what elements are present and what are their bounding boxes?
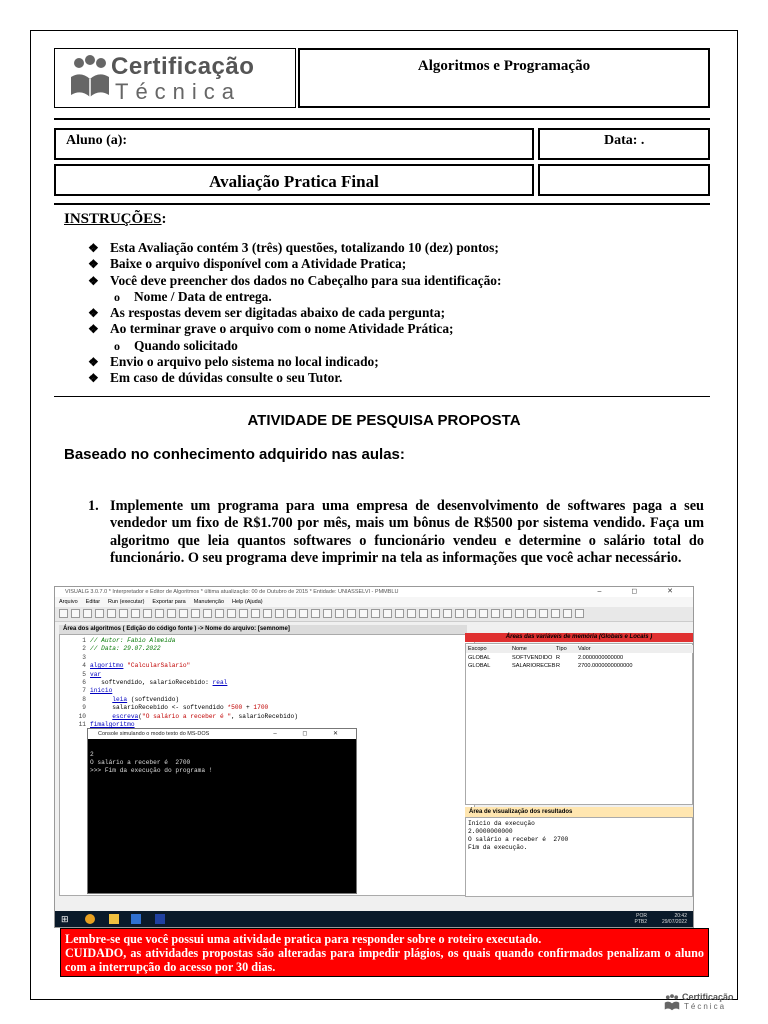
toolbar-button-icon[interactable]: [527, 609, 536, 618]
toolbar-button-icon[interactable]: [251, 609, 260, 618]
logo-book-icon: [69, 55, 111, 101]
instruction-item: [88, 273, 501, 289]
date-label: Data: .: [604, 133, 645, 148]
visualg-title: VISUALG 3.0.7.0 * Interpretador e Editor de Algoritmos * última atualização: 00 de Outubro de 2015 * Entidade: UNIASSELVI - PMMBLU: [65, 589, 399, 595]
line-number: 1: [82, 637, 86, 644]
toolbar-button-icon[interactable]: [131, 609, 140, 618]
system-tray: [634, 913, 687, 925]
memory-column-header: Escopo: [468, 646, 487, 652]
toolbar-button-icon[interactable]: [359, 609, 368, 618]
date-field[interactable]: [538, 128, 710, 160]
section-title: ATIVIDADE DE PESQUISA PROPOSTA: [247, 412, 521, 429]
toolbar-button-icon[interactable]: [455, 609, 464, 618]
memory-column-header: Nome: [512, 646, 527, 652]
instruction-text: Baixe o arquivo disponível com a Atividade Pratica;: [110, 256, 407, 272]
toolbar-button-icon[interactable]: [83, 609, 92, 618]
tray-language: POR PTB2: [634, 913, 647, 925]
toolbar: [55, 607, 693, 622]
menu-item[interactable]: Run (executar): [108, 599, 145, 605]
editor-header: Área dos algoritmos ( Edição do código fonte ) -> Nome do arquivo: [semnome]: [59, 625, 467, 634]
footer-logo-line2: Técnica: [684, 1002, 727, 1011]
instructions-title: INSTRUÇÕES:: [64, 211, 167, 227]
logo-text-tecnica: Técnica: [115, 79, 242, 104]
memory-header: Áreas das variáveis de memória (Globais e Locais ): [465, 633, 693, 642]
warning-line-1: Lembre-se que você possui uma atividade pratica para responder sobre o roteiro executado.: [65, 932, 542, 946]
line-number: 11: [78, 721, 86, 728]
dos-titlebar: [88, 729, 356, 739]
windows-start-icon[interactable]: ⊞: [61, 914, 69, 924]
toolbar-button-icon[interactable]: [263, 609, 272, 618]
toolbar-button-icon[interactable]: [311, 609, 320, 618]
memory-column-header: Tipo: [556, 646, 567, 652]
window-controls[interactable]: – ◻ ✕: [597, 588, 687, 595]
code-line[interactable]: algoritmo "CalcularSalario": [90, 662, 191, 670]
toolbar-button-icon[interactable]: [539, 609, 548, 618]
question-1: [88, 498, 704, 567]
instruction-text: Nome / Data de entrega.: [134, 288, 272, 304]
dos-title: Console simulando o modo texto do MS-DOS: [98, 731, 210, 737]
memory-cell: 2.0000000000000: [578, 655, 624, 661]
visualg-screenshot: [54, 586, 694, 928]
memory-cell: SOFTVENDIDO: [512, 655, 553, 661]
circle-bullet-icon: o: [114, 338, 120, 353]
toolbar-button-icon[interactable]: [143, 609, 152, 618]
memory-table: [465, 643, 693, 805]
toolbar-button-icon[interactable]: [407, 609, 416, 618]
footer-logo-icon: [664, 994, 680, 1012]
diamond-bullet-icon: ❖: [88, 257, 99, 272]
line-number: 8: [82, 695, 86, 703]
memory-cell: GLOBAL: [468, 655, 491, 661]
instruction-item: [88, 240, 501, 256]
instruction-text: As respostas devem ser digitadas abaixo de cada pergunta;: [110, 305, 446, 321]
instruction-item: [88, 305, 501, 321]
line-number: 7: [82, 687, 86, 695]
folder-icon[interactable]: [109, 914, 119, 924]
diamond-bullet-icon: ❖: [88, 273, 99, 288]
code-line[interactable]: salarioRecebido <- softvendido *500 + 1700: [90, 704, 269, 712]
dos-output: 2 O salário a receber é 2700 >>> Fim da execução do programa !: [90, 751, 213, 774]
line-number: 4: [82, 662, 86, 670]
code-line[interactable]: fimalgoritmo: [90, 721, 135, 728]
toolbar-button-icon[interactable]: [191, 609, 200, 618]
app-icon[interactable]: [131, 914, 141, 924]
logo-text-certificacao: Certificação: [111, 53, 255, 80]
toolbar-button-icon[interactable]: [95, 609, 104, 618]
toolbar-button-icon[interactable]: [71, 609, 80, 618]
memory-cell: 2700.0000000000000: [578, 663, 633, 669]
windows-taskbar: [55, 911, 694, 927]
exam-title: Avaliação Pratica Final: [209, 172, 379, 191]
toolbar-button-icon[interactable]: [395, 609, 404, 618]
course-title: Algoritmos e Programação: [298, 48, 710, 108]
divider: [54, 396, 710, 397]
toolbar-button-icon[interactable]: [107, 609, 116, 618]
toolbar-button-icon[interactable]: [155, 609, 164, 618]
toolbar-button-icon[interactable]: [287, 609, 296, 618]
toolbar-button-icon[interactable]: [467, 609, 476, 618]
circle-bullet-icon: o: [114, 289, 120, 304]
menu-item[interactable]: Help (Ajuda): [232, 599, 263, 605]
toolbar-button-icon[interactable]: [335, 609, 344, 618]
toolbar-button-icon[interactable]: [215, 609, 224, 618]
toolbar-button-icon[interactable]: [491, 609, 500, 618]
toolbar-button-icon[interactable]: [551, 609, 560, 618]
line-number: 3: [82, 653, 86, 661]
warning-line-2: CUIDADO, as atividades propostas são alteradas para impedir plágios, os quais quando confirmados penalizam o aluno com a interrupção do acesso por 30 dias.: [65, 946, 704, 974]
line-number: 6: [82, 679, 86, 686]
toolbar-button-icon[interactable]: [239, 609, 248, 618]
question-number: 1.: [88, 498, 99, 514]
instruction-item: [88, 354, 501, 370]
code-line[interactable]: softvendido, salarioRecebido: real: [90, 679, 228, 686]
toolbar-button-icon[interactable]: [203, 609, 212, 618]
dos-console-window: [87, 728, 357, 894]
toolbar-button-icon[interactable]: [179, 609, 188, 618]
instruction-text: Em caso de dúvidas consulte o seu Tutor.: [110, 370, 343, 386]
instruction-text: Quando solicitado: [134, 337, 238, 353]
instruction-item: [88, 321, 501, 337]
toolbar-button-icon[interactable]: [371, 609, 380, 618]
line-number: 5: [82, 670, 86, 678]
divider: [54, 203, 710, 205]
student-field[interactable]: [54, 128, 534, 160]
toolbar-button-icon[interactable]: [575, 609, 584, 618]
line-number: 9: [82, 704, 86, 712]
visualg-titlebar: [55, 587, 693, 597]
results-header: Área de visualização dos resultados: [465, 807, 694, 817]
memory-cell: SALARIORECEB: [512, 663, 556, 669]
instruction-item: [88, 289, 501, 305]
toolbar-button-icon[interactable]: [347, 609, 356, 618]
toolbar-button-icon[interactable]: [227, 609, 236, 618]
toolbar-button-icon[interactable]: [167, 609, 176, 618]
toolbar-button-icon[interactable]: [119, 609, 128, 618]
memory-cell: R: [556, 655, 561, 661]
toolbar-button-icon[interactable]: [323, 609, 332, 618]
toolbar-button-icon[interactable]: [59, 609, 68, 618]
menu-item[interactable]: Arquivo: [59, 599, 78, 605]
menu-item[interactable]: Manutenção: [193, 599, 225, 605]
instruction-text: Envio o arquivo pelo sistema no local indicado;: [110, 354, 379, 370]
menu-item[interactable]: Exportar para: [152, 599, 186, 605]
instruction-text: Você deve preencher dos dados no Cabeçalho para sua identificação:: [110, 272, 502, 288]
line-number: 10: [78, 712, 86, 720]
results-output: Início da execução 2.0000000000 O salário a receber é 2700 Fim da execução.: [465, 817, 693, 897]
visualg-taskbar-icon[interactable]: [155, 914, 165, 924]
student-label: Aluno (a):: [66, 133, 128, 148]
memory-column-header: Valor: [578, 646, 591, 652]
diamond-bullet-icon: ❖: [88, 306, 99, 321]
toolbar-button-icon[interactable]: [515, 609, 524, 618]
toolbar-button-icon[interactable]: [383, 609, 392, 618]
dos-window-controls[interactable]: – ◻ ✕: [273, 731, 350, 737]
diamond-bullet-icon: ❖: [88, 322, 99, 337]
line-number: 2: [82, 645, 86, 653]
warning-box: [60, 928, 709, 977]
instruction-text: Esta Avaliação contém 3 (três) questões, totalizando 10 (dez) pontos;: [110, 240, 499, 255]
code-line[interactable]: leia (softvendido): [112, 695, 180, 703]
instruction-item: [88, 370, 501, 386]
tray-date: 29/07/2022: [661, 919, 687, 925]
diamond-bullet-icon: ❖: [88, 355, 99, 370]
instruction-text: Ao terminar grave o arquivo com o nome Atividade Prática;: [110, 321, 454, 337]
toolbar-button-icon[interactable]: [419, 609, 428, 618]
code-line[interactable]: escreva("O salário a receber é ", salarioRecebido): [112, 712, 298, 720]
footer-logo: [662, 992, 736, 1016]
memory-cell: GLOBAL: [468, 663, 491, 669]
tray-time: 20:42: [674, 913, 687, 919]
menu-bar: [55, 597, 693, 607]
code-line[interactable]: // Data: 29.07.2022: [90, 645, 161, 653]
toolbar-button-icon[interactable]: [275, 609, 284, 618]
diamond-bullet-icon: ❖: [88, 371, 99, 386]
code-line[interactable]: var: [90, 670, 102, 678]
menu-item[interactable]: Editar: [85, 599, 101, 605]
grade-box: [538, 164, 710, 196]
instruction-item: [88, 256, 501, 272]
instruction-item: [88, 338, 501, 354]
toolbar-button-icon[interactable]: [431, 609, 440, 618]
memory-cell: R: [556, 663, 561, 669]
code-line[interactable]: // Autor: Fabio Almeida: [90, 637, 176, 644]
instructions-list: [88, 240, 501, 387]
exam-title-box: [54, 164, 534, 196]
divider: [54, 118, 710, 120]
toolbar-button-icon[interactable]: [563, 609, 572, 618]
code-line[interactable]: inicio: [90, 687, 113, 695]
memory-table-header: [466, 645, 694, 653]
question-text: Implemente um programa para uma empresa de desenvolvimento de softwares paga a seu vendedor um fixo de R$1.700 por mês, mais um bônus de R$500 por sistema vendido. Faça um algoritmo que leia quantos softwares o funcionário vendeu e determine o salário total do funcionário. O seu programa deve imprimir na tela as informações que você achar necessário.: [110, 498, 704, 566]
toolbar-button-icon[interactable]: [443, 609, 452, 618]
logo-box: [54, 48, 296, 108]
toolbar-button-icon[interactable]: [479, 609, 488, 618]
footer-logo-line1: Certificação: [682, 992, 734, 1002]
chrome-icon[interactable]: [85, 914, 95, 924]
diamond-bullet-icon: ❖: [88, 241, 99, 255]
section-subtitle: Baseado no conhecimento adquirido nas aulas:: [64, 446, 405, 463]
toolbar-button-icon[interactable]: [503, 609, 512, 618]
toolbar-button-icon[interactable]: [299, 609, 308, 618]
